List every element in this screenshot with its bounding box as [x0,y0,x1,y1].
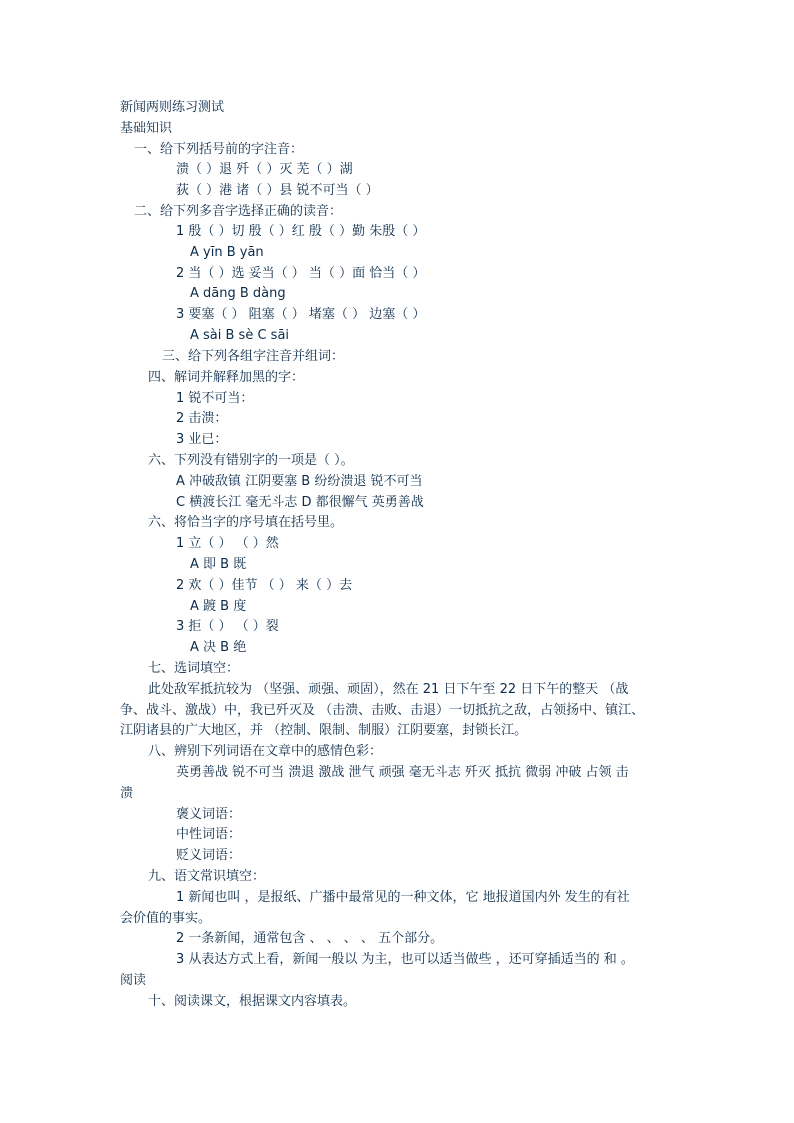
q2-options: A yīn B yān [190,245,264,260]
q7-paragraph-line: 争、战斗、激战）中，我已歼灭及 （击溃、击败、击退）一切抵抗之敌，占领扬中、镇江、 [120,703,645,718]
q7-paragraph-line: 此处敌军抵抗较为 （坚强、顽强、顽固），然在 21 日下午至 22 日下午的整天 （战 [148,682,629,697]
q6b-options: A 踱 B 度 [190,599,247,614]
q4-heading: 四、解词并解释加黑的字： [148,370,305,385]
q1-line: 溃（ ）退 歼（ ）灭 芜（ ）湖 [176,162,353,177]
q2-item: 1 殷（ ）切 殷（ ）红 殷（ ）勤 朱殷（ ） [176,224,426,239]
q6b-item: 1 立（ ） （ ）然 [176,536,279,551]
q6b-options: A 决 B 绝 [190,640,247,655]
doc-title: 新闻两则练习测试 [120,100,225,115]
q2-options: A sài B sè C sāi [190,328,290,343]
q1-line: 荻（ ）港 诸（ ）县 锐不可当（ ） [176,183,379,198]
q9-heading: 九、语文常识填空： [148,869,266,884]
q8-answer-label: 贬义词语： [176,848,242,863]
q3-heading: 三、给下列各组字注音并组词： [162,349,345,364]
q2-options: A dāng B dàng [190,286,286,301]
q8-answer-label: 褒义词语： [176,807,242,822]
q8-heading: 八、辨别下列词语在文章中的感情色彩： [148,744,383,759]
q1-heading: 一、给下列括号前的字注音： [134,142,304,157]
q7-heading: 七、选词填空： [148,661,240,676]
q6b-item: 2 欢（ ）佳节 （ ） 来（ ）去 [176,578,353,593]
q8-word-list: 溃 [120,786,134,801]
q6a-choice: C 横渡长江 毫无斗志 D 都很懈气 英勇善战 [176,495,424,510]
q6a-heading: 六、下列没有错别字的一项是（ ）。 [148,453,354,468]
section-heading-reading: 阅读 [120,973,147,988]
q9-item: 1 新闻也叫 ，是报纸、广播中最常见的一种文体，它 地报道国内外 发生的有社 [176,890,630,905]
q4-item: 3 业已： [176,432,228,447]
q4-item: 2 击溃： [176,411,228,426]
q9-item: 会价值的事实。 [120,911,212,926]
q7-paragraph-line: 江阴诸县的广大地区，并 （控制、限制、制服）江阴要塞，封锁长江。 [120,723,528,738]
q10-heading: 十、阅读课文，根据课文内容填表。 [148,994,357,1009]
q6b-item: 3 拒（ ） （ ）裂 [176,619,279,634]
q9-item: 3 从表达方式上看，新闻一般以 为主，也可以适当做些 ，还可穿插适当的 和 。 [176,952,634,967]
q9-item: 2 一条新闻，通常包含 、 、 、 、 五个部分。 [176,931,444,946]
q2-item: 3 要塞（ ） 阻塞（ ） 堵塞（ ） 边塞（ ） [176,307,426,322]
q2-item: 2 当（ ）选 妥当（ ） 当（ ）面 恰当（ ） [176,266,426,281]
q8-answer-label: 中性词语： [176,827,242,842]
section-heading-basic: 基础知识 [120,121,173,136]
q2-heading: 二、给下列多音字选择正确的读音： [134,204,343,219]
q8-word-list: 英勇善战 锐不可当 溃退 激战 泄气 顽强 毫无斗志 歼灭 抵抗 微弱 冲破 占领 击 [176,765,629,780]
q6b-options: A 即 B 既 [190,557,247,572]
q4-item: 1 锐不可当： [176,391,254,406]
q6a-choice: A 冲破敌镇 江阴要塞 B 纷纷溃退 锐不可当 [176,474,423,489]
q6b-heading: 六、将恰当字的序号填在括号里。 [148,515,344,530]
